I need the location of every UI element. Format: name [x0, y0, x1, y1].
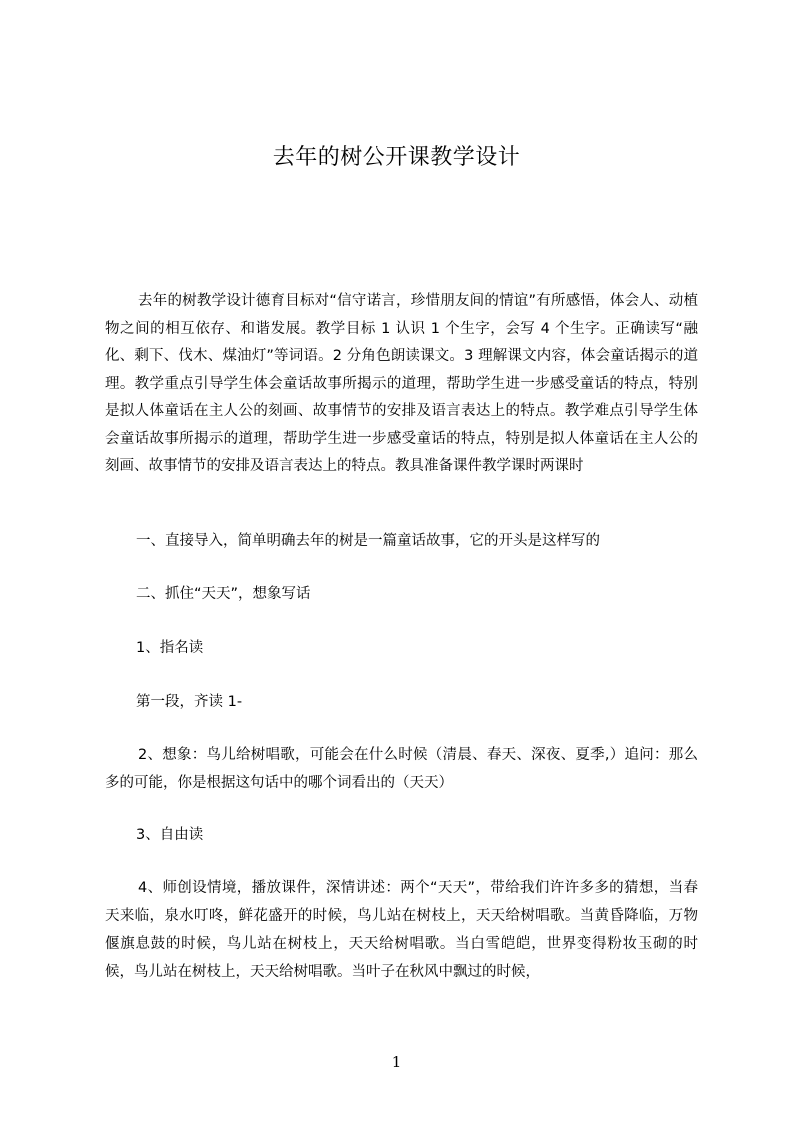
section-direct-intro: 一、直接导入，简单明确去年的树是一篇童话故事，它的开头是这样写的: [136, 533, 600, 549]
step-imagine: 2、想象：鸟儿给树唱歌，可能会在什么时候（清晨、春天、深夜、夏季,）追问：那么多的可能，你是根据这句话中的哪个词看出的（天天）: [105, 747, 698, 791]
step-create-scenario: 4、师创设情境，播放课件，深情讲述：两个“天天”，带给我们许许多多的猜想，当春天来临，泉水叮咚，鲜花盛开的时候，鸟儿站在树枝上，天天给树唱歌。当黄昏降临，万物偃旗息鼓的时候，鸟儿站在树枝上，天天给树唱歌。当白雪皑皑，世界变得粉妆玉砌的时候，鸟儿站在树枝上，天天给树唱歌。当叶子在秋风中飘过的时候，: [105, 880, 698, 980]
page-title: 去年的树公开课教学设计: [272, 145, 521, 170]
step-read-first-paragraph: 第一段，齐读 1-: [136, 694, 243, 710]
step-free-read: 3、自由读: [136, 827, 204, 843]
page-number: 1: [391, 1053, 402, 1071]
step-read-by-name: 1、指名读: [136, 640, 204, 656]
intro-paragraph: 去年的树教学设计德育目标对“信守诺言，珍惜朋友间的情谊”有所感悟，体会人、动植物之间的相互依存、和谐发展。教学目标 1 认识 1 个生字，会写 4 个生字。正确读写“融化、剩下、伐木、煤油灯”等词语。2 分角色朗读课文。3 理解课文内容，体会童话揭示的道理。教学重点引导学生体会童话故事所揭示的道理，帮助学生进一步感受童话的特点，特别是拟人体童话在主人公的刻画、故事情节的安排及语言表达上的特点。教学难点引导学生体会童话故事所揭示的道理，帮助学生进一步感受童话的特点，特别是拟人体童话在主人公的刻画、故事情节的安排及语言表达上的特点。教具准备课件教学课时两课时: [105, 293, 698, 474]
section-tiantian-heading: 二、抓住“天天”，想象写话: [136, 586, 311, 602]
